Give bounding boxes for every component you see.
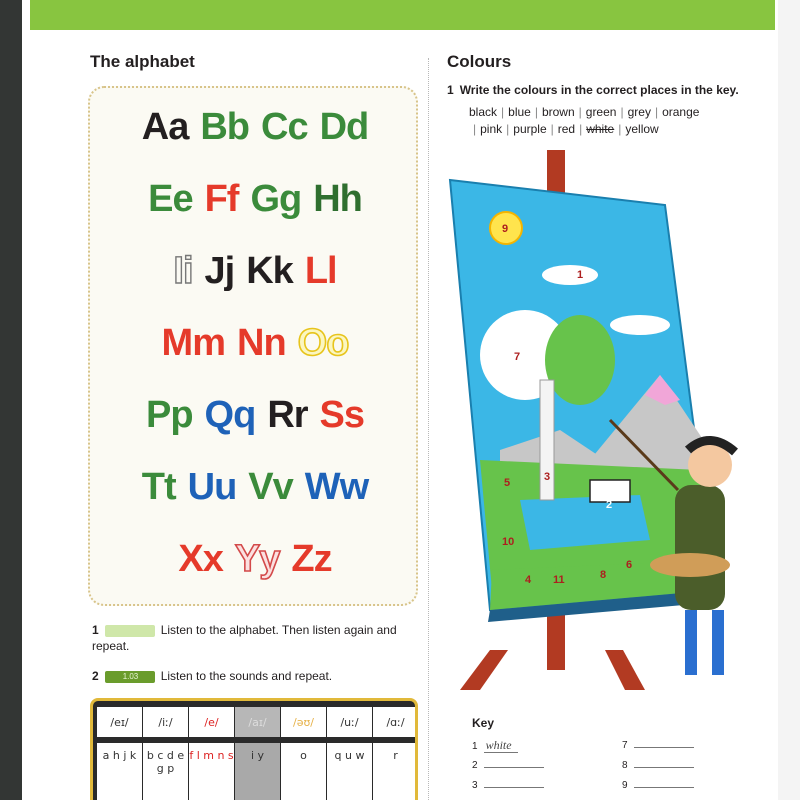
- painting-number: 5: [504, 477, 511, 489]
- key-item: [472, 778, 544, 791]
- key-number: 2: [472, 760, 478, 771]
- word-separator: |: [473, 122, 477, 136]
- easel-leg: [605, 650, 645, 690]
- phoneme-header: /eɪ/: [97, 707, 142, 737]
- tree-crown: [545, 315, 615, 405]
- phoneme-header: /aɪ/: [235, 707, 280, 737]
- phoneme-letters: i y: [235, 743, 280, 800]
- word-separator: |: [550, 122, 554, 136]
- phoneme-letters: a h j k: [97, 743, 142, 800]
- letter-pair: Xx: [178, 538, 223, 580]
- alphabet-row: [90, 466, 420, 509]
- exercise-1-text: Listen to the alphabet. Then listen again and repeat.: [92, 623, 397, 653]
- phoneme-letters: b c d e g p: [143, 743, 188, 800]
- phoneme-letters: o: [281, 743, 326, 800]
- word-separator: |: [618, 122, 622, 136]
- phoneme-header: /uː/: [327, 707, 372, 737]
- alphabet-row: [90, 322, 420, 365]
- word-separator: |: [654, 105, 659, 119]
- colour-word: blue: [508, 105, 531, 119]
- phonetic-chart-header: [97, 707, 418, 739]
- key-number: 8: [622, 760, 628, 771]
- colour-word: green: [585, 105, 617, 119]
- letter-pair: Oo: [297, 322, 349, 364]
- letter-pair: Tt: [141, 466, 176, 508]
- painting-number: 6: [626, 559, 633, 571]
- key-item: [472, 738, 518, 753]
- audio-track-icon[interactable]: [105, 671, 155, 683]
- alphabet-row: [90, 394, 420, 437]
- colour-word: yellow: [625, 122, 659, 136]
- letter-pair: Gg: [250, 178, 302, 220]
- colour-word-bank: [469, 104, 769, 138]
- key-item: [622, 778, 694, 791]
- audio-track-number: 1.03: [122, 671, 139, 681]
- word-separator: |: [579, 122, 583, 136]
- painter-coat: [675, 485, 725, 610]
- scan-edge-right: [778, 0, 800, 800]
- key-title: Key: [472, 716, 495, 730]
- alphabet-title: The alphabet: [90, 52, 195, 71]
- letter-pair: Mm: [161, 322, 225, 364]
- word-separator: |: [534, 105, 538, 119]
- key-answer-field[interactable]: [484, 778, 544, 788]
- paint-palette: [650, 553, 730, 577]
- painting-number: 11: [553, 574, 565, 586]
- alphabet-row: [90, 178, 420, 221]
- letter-pair: Pp: [145, 394, 193, 436]
- colour-word: orange: [662, 105, 700, 119]
- alphabet-row: [90, 250, 420, 293]
- exercise-2: [92, 668, 422, 684]
- letter-pair: Ll: [304, 250, 337, 292]
- painting-number: 3: [544, 471, 551, 483]
- colours-exercise-1-text: Write the colours in the correct places in the key.: [459, 83, 739, 97]
- key-item: [622, 738, 694, 751]
- key-answer-field[interactable]: [634, 758, 694, 768]
- letter-pair: Aa: [141, 106, 189, 148]
- letter-pair: Dd: [319, 106, 369, 148]
- colours-exercise-1-number: 1: [447, 83, 454, 97]
- phoneme-header: /iː/: [143, 707, 188, 737]
- letter-pair: Yy: [234, 538, 280, 580]
- letter-pair: Uu: [187, 466, 237, 508]
- key-answer-field[interactable]: [634, 738, 694, 748]
- key-number: 1: [472, 741, 478, 752]
- phonetic-chart: [90, 698, 418, 800]
- painting-number: 4: [525, 574, 532, 586]
- word-separator: |: [578, 105, 582, 119]
- phoneme-header: /əʊ/: [281, 707, 326, 737]
- key-answer-field[interactable]: [484, 758, 544, 768]
- letter-pair: Hh: [313, 178, 362, 220]
- key-number: 7: [622, 740, 628, 751]
- letter-pair: Cc: [261, 106, 308, 148]
- painter-leg: [712, 610, 724, 675]
- painter-leg: [685, 610, 697, 675]
- key-answer-field[interactable]: white: [484, 738, 518, 753]
- audio-track-icon[interactable]: [105, 625, 155, 637]
- alphabet-row: [90, 106, 420, 149]
- painting-number: 10: [502, 536, 515, 548]
- letter-pair: Qq: [204, 394, 256, 436]
- letter-pair: Nn: [237, 322, 286, 364]
- key-number: 9: [622, 780, 628, 791]
- phoneme-letters: f l m n s: [189, 743, 234, 800]
- painting-number: 7: [514, 351, 521, 363]
- colour-word: red: [557, 122, 576, 136]
- colour-word: grey: [627, 105, 651, 119]
- letter-pair: Kk: [246, 250, 293, 292]
- alphabet-row: [90, 538, 420, 581]
- painting-number: 9: [502, 223, 509, 235]
- cloud: [610, 315, 670, 335]
- phoneme-header: /e/: [189, 707, 234, 737]
- key-answer-field[interactable]: [634, 778, 694, 788]
- letter-pair: Jj: [204, 250, 235, 292]
- letter-pair: Ee: [148, 178, 193, 220]
- letter-pair: Ii: [173, 250, 193, 292]
- word-separator: |: [620, 105, 624, 119]
- phoneme-header: /ɑː/: [373, 707, 418, 737]
- colours-title: Colours: [447, 52, 512, 71]
- colour-word: pink: [480, 122, 503, 136]
- letter-pair: Zz: [291, 538, 332, 580]
- cloud: [542, 265, 598, 285]
- letter-pair: Ss: [319, 394, 365, 436]
- exercise-1: [92, 622, 422, 654]
- colour-word: purple: [513, 122, 547, 136]
- word-separator: |: [506, 122, 510, 136]
- colour-word: brown: [541, 105, 575, 119]
- painting-number: 2: [606, 499, 613, 511]
- colour-word: black: [469, 105, 498, 119]
- key-item: [622, 758, 694, 771]
- phonetic-chart-body: [97, 743, 418, 800]
- column-divider: [428, 58, 429, 800]
- easel-leg: [460, 650, 508, 690]
- header-band: [30, 0, 775, 30]
- painting-number: 1: [577, 269, 584, 281]
- letter-pair: Ff: [204, 178, 239, 220]
- key-number: 3: [472, 780, 478, 791]
- phoneme-letters: r: [373, 743, 418, 800]
- colours-exercise-1: [447, 82, 777, 98]
- letter-pair: Vv: [248, 466, 293, 508]
- letter-pair: Bb: [200, 106, 249, 148]
- colour-word: white: [586, 122, 615, 136]
- exercise-2-text: Listen to the sounds and repeat.: [160, 669, 333, 683]
- key-item: [472, 758, 544, 771]
- word-separator: |: [501, 105, 505, 119]
- letter-pair: Ww: [304, 466, 369, 508]
- painting-number: 8: [600, 569, 607, 581]
- scan-edge-left: [0, 0, 22, 800]
- letter-pair: Rr: [267, 394, 308, 436]
- exercise-1-number: 1: [92, 623, 99, 637]
- phoneme-letters: q u w: [327, 743, 372, 800]
- painting-illustration: [440, 150, 780, 690]
- exercise-2-number: 2: [92, 669, 99, 683]
- alphabet-panel: [88, 86, 418, 606]
